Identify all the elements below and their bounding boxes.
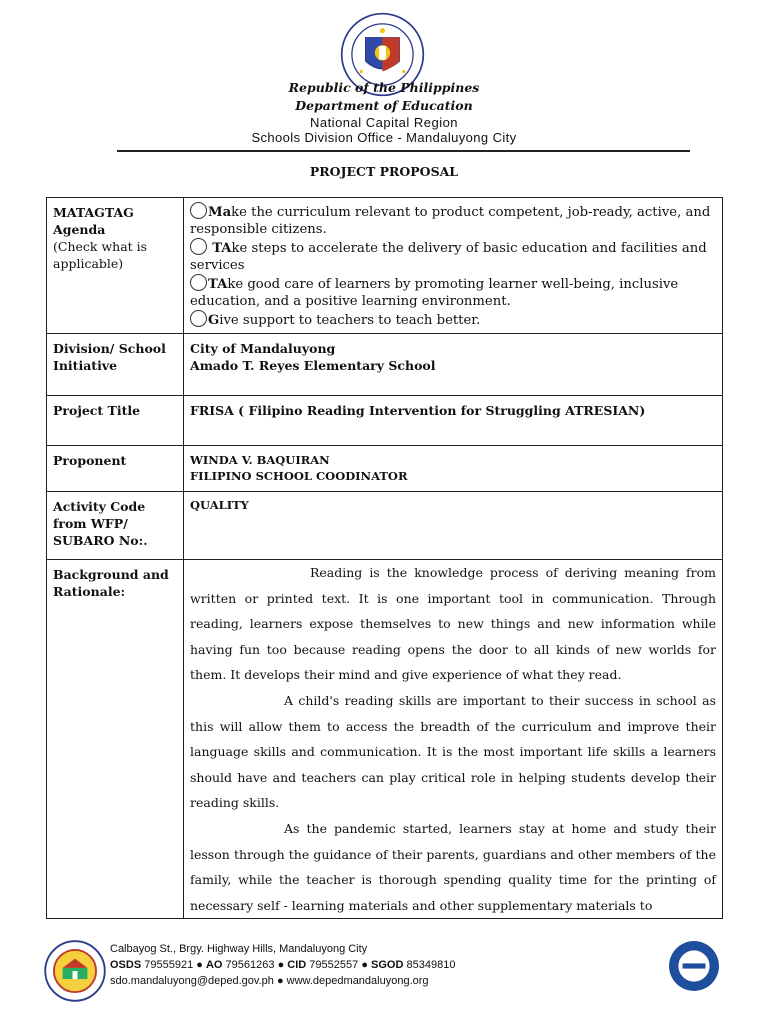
- agenda-option-1[interactable]: Make the curriculum relevant to product competent, job-ready, active, and responsible citizens.: [190, 202, 716, 238]
- proponent-name: WINDA V. BAQUIRAN: [190, 453, 330, 467]
- activity-code-value: QUALITY: [184, 492, 723, 560]
- agenda-option-4[interactable]: Give support to teachers to teach better.: [190, 310, 716, 329]
- background-text-cell: [184, 560, 723, 919]
- footer-email-link[interactable]: sdo.mandaluyong@deped.gov.ph: [110, 975, 274, 987]
- background-paragraph-3: As the pandemic started, learners stay at home and study their lesson through the guidance of their parents, guardians and other members of the family, while the teacher is thorough spending quality time for the printing of necessary self - learning materials and other supplementary materials to: [190, 820, 716, 913]
- radio-circle-icon[interactable]: [190, 274, 207, 291]
- background-paragraph-2: A child's reading skills are important to their success in school as this will allow them to access the breadth of the curriculum and improve their language skills and communication. It is the most important life skills a learners should have and teachers can play critical role in helping students develop their reading skills.: [190, 692, 716, 811]
- agenda-label-cell: [47, 198, 184, 334]
- footer-address: Calbayog St., Brgy. Highway Hills, Mandaluyong City: [110, 943, 368, 955]
- proponent-label: Proponent: [47, 446, 184, 492]
- proponent-row: [47, 446, 723, 492]
- agenda-option-2[interactable]: TAke steps to accelerate the delivery of basic education and facilities and services: [190, 238, 716, 274]
- header-divider: [117, 150, 690, 152]
- agenda-sublabel: (Check what is applicable): [53, 239, 148, 271]
- proposal-table: [46, 197, 723, 919]
- document-title: PROJECT PROPOSAL: [309, 164, 459, 179]
- bullet-icon: ●: [276, 975, 284, 987]
- division-office-seal-logo: [44, 940, 106, 1002]
- header-republic: Republic of the Philippines: [288, 80, 480, 95]
- agenda-label: MATAGTAG Agenda: [53, 205, 134, 237]
- radio-circle-icon[interactable]: [190, 238, 207, 255]
- tuv-certification-logo: [668, 940, 720, 992]
- background-row: [47, 560, 723, 919]
- agenda-option-3[interactable]: TAke good care of learners by promoting learner well-being, inclusive education, and a positive learning environment.: [190, 274, 716, 310]
- header-division-office: Schools Division Office - Mandaluyong City: [251, 130, 517, 145]
- division-label: Division/ School Initiative: [47, 334, 184, 396]
- radio-circle-icon[interactable]: [190, 202, 207, 219]
- agenda-row: [47, 198, 723, 334]
- proponent-role: FILIPINO SCHOOL COODINATOR: [190, 469, 408, 483]
- footer-website-link[interactable]: www.depedmandaluyong.org: [286, 975, 429, 987]
- background-paragraph-1: Reading is the knowledge process of deriving meaning from written or printed text. It is one important tool in communication. Through reading, learners expose themselves to new things and new information while having fun too because reading opens the door to all kinds of new worlds for them. It develops their mind and give experience of what they read.: [190, 565, 716, 683]
- project-title-value: FRISA ( Filipino Reading Intervention for Struggling ATRESIAN): [184, 396, 723, 446]
- activity-code-label: Activity Code from WFP/ SUBARO No:.: [47, 492, 184, 560]
- header-region: National Capital Region: [309, 115, 459, 130]
- radio-circle-icon[interactable]: [190, 310, 207, 327]
- background-label: Background and Rationale:: [47, 560, 184, 919]
- footer-web: [110, 976, 429, 987]
- proponent-value-cell: [184, 446, 723, 492]
- project-title-label: Project Title: [47, 396, 184, 446]
- division-value-cell: [184, 334, 723, 396]
- division-school: Amado T. Reyes Elementary School: [190, 358, 436, 373]
- agenda-options-cell: [184, 198, 723, 334]
- bullet-icon: ●: [361, 959, 368, 971]
- bullet-icon: ●: [196, 959, 203, 971]
- footer-contacts: OSDS 79555921 ● AO 79561263 ● CID 79552557 ● SGOD 85349810: [110, 959, 456, 971]
- bullet-icon: ●: [277, 959, 285, 971]
- activity-code-row: [47, 492, 723, 560]
- header-department: Department of Education: [295, 98, 473, 113]
- division-row: [47, 334, 723, 396]
- division-city: City of Mandaluyong: [190, 341, 336, 356]
- project-title-row: [47, 396, 723, 446]
